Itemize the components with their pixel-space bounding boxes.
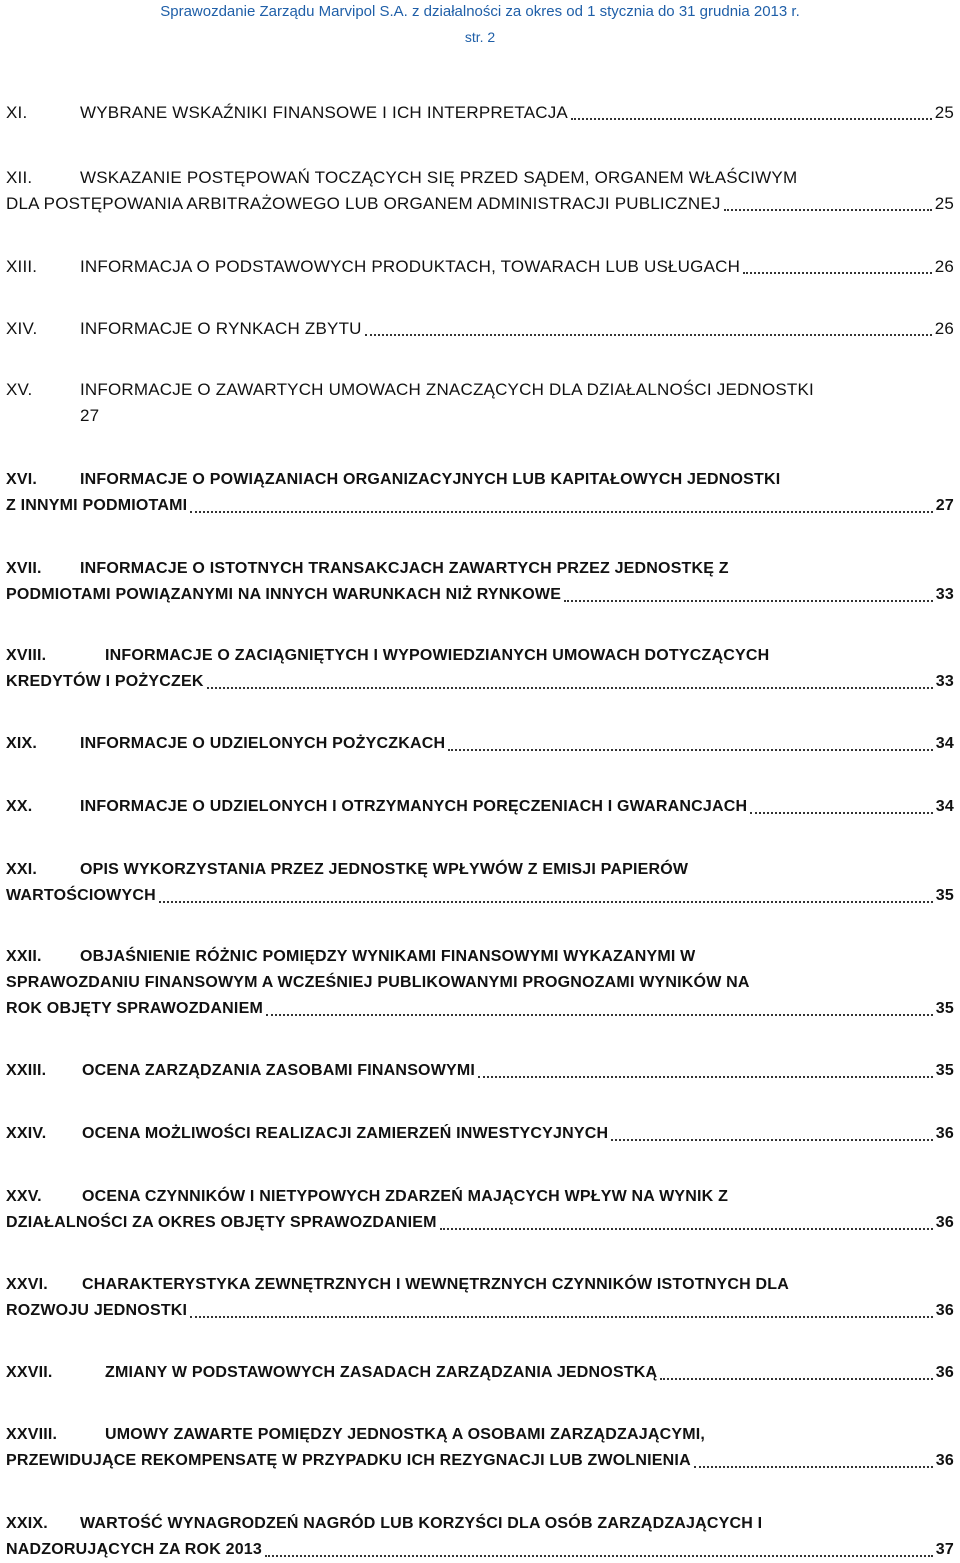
toc-entry-number: XXIII. [6,1062,47,1079]
toc-entry-title: SPRAWOZDANIU FINANSOWYM A WCZEŚNIEJ PUBLIKOWANYMI PROGNOZAMI WYNIKÓW NA [6,974,750,991]
toc-entry-number: XIV. [6,319,38,338]
toc-entry[interactable] [6,643,954,695]
toc-entry-title: WSKAZANIE POSTĘPOWAŃ TOCZĄCYCH SIĘ PRZED SĄDEM, ORGANEM WŁAŚCIWYM [80,168,798,187]
toc-entry-title: ZMIANY W PODSTAWOWYCH ZASADACH ZARZĄDZANIA JEDNOSTKĄ [105,1364,658,1381]
toc-entry-number: XXIX. [6,1515,48,1532]
toc-entry-page: 25 [934,194,954,213]
toc-entry[interactable] [6,731,954,757]
toc-entry-title: UMOWY ZAWARTE POMIĘDZY JEDNOSTKĄ A OSOBAMI ZARZĄDZAJĄCYMI, [105,1426,706,1443]
toc-entry-number: XV. [6,380,33,399]
dot-leader [448,749,933,751]
toc-entry-page: 35 [935,1000,954,1017]
toc-entry-number: XVII. [6,560,42,577]
toc-entry-number: XXI. [6,861,38,878]
toc-entry-title: ROZWOJU JEDNOSTKI [6,1302,188,1319]
toc-entry-title: OCENA CZYNNIKÓW I NIETYPOWYCH ZDARZEŃ MAJĄCYCH WPŁYW NA WYNIK Z [82,1188,729,1205]
dot-leader [440,1228,933,1230]
toc-entry-page: 36 [935,1364,954,1381]
toc-entry-page: 25 [934,103,954,122]
toc-entry-title: OCENA MOŻLIWOŚCI REALIZACJI ZAMIERZEŃ INWESTYCYJNYCH [82,1125,609,1142]
toc-entry[interactable] [6,1511,954,1563]
toc-entry-title: INFORMACJE O UDZIELONYCH POŻYCZKACH [80,735,446,752]
dot-leader [611,1139,933,1141]
toc-entry[interactable] [6,1058,954,1084]
toc-entry-page: 33 [935,586,954,603]
toc-entry[interactable] [6,1184,954,1236]
toc-entry-number: XII. [6,168,33,187]
toc-entry-title: DZIAŁALNOŚCI ZA OKRES OBJĘTY SPRAWOZDANIEM [6,1214,437,1231]
dot-leader [660,1378,932,1380]
toc-entry-title: Z INNYMI PODMIOTAMI [6,497,188,514]
toc-entry-page: 26 [934,257,954,276]
toc-entry-title: INFORMACJA O PODSTAWOWYCH PRODUKTACH, TOWARACH LUB USŁUGACH [80,257,741,276]
dot-leader [724,209,932,211]
dot-leader [159,901,933,903]
toc-entry[interactable] [6,165,954,217]
toc-entry-number: XX. [6,798,33,815]
toc-entry-title: KREDYTÓW I POŻYCZEK [6,673,204,690]
toc-entry-title: ROK OBJĘTY SPRAWOZDANIEM [6,1000,263,1017]
toc-entry-page: 36 [935,1302,954,1319]
dot-leader [478,1076,933,1078]
toc-entry-page: 26 [934,319,954,338]
dot-leader [571,118,932,120]
toc-entry-page: 35 [935,1062,954,1079]
toc-entry-number: XXII. [6,948,42,965]
dot-leader [694,1466,933,1468]
toc-entry-number: XXVII. [6,1364,53,1381]
page-number: str. 2 [464,29,496,45]
toc-entry[interactable] [6,556,954,608]
dot-leader [190,511,933,513]
dot-leader [564,600,933,602]
toc-entry-title: INFORMACJE O RYNKACH ZBYTU [80,319,362,338]
toc-entry-title: WARTOŚCIOWYCH [6,887,156,904]
toc-entry-page: 35 [935,887,954,904]
toc-entry[interactable] [6,857,954,909]
dot-leader [365,334,932,336]
toc-entry-title: INFORMACJE O ISTOTNYCH TRANSAKCJACH ZAWARTYCH PRZEZ JEDNOSTKĘ Z [80,560,729,577]
toc-entry-page: 36 [935,1452,954,1469]
toc-entry-title: INFORMACJE O UDZIELONYCH I OTRZYMANYCH PORĘCZENIACH I GWARANCJACH [80,798,748,815]
toc-entry[interactable] [6,1360,954,1386]
toc-entry[interactable] [6,254,954,280]
toc-entry-title: WARTOŚĆ WYNAGRODZEŃ NAGRÓD LUB KORZYŚCI DLA OSÓB ZARZĄDZAJĄCYCH I [80,1515,763,1532]
toc-entry-title: CHARAKTERYSTYKA ZEWNĘTRZNYCH I WEWNĘTRZNYCH CZYNNIKÓW ISTOTNYCH DLA [82,1276,790,1293]
dot-leader [190,1316,933,1318]
toc-entry-number: XXV. [6,1188,42,1205]
toc-entry[interactable] [6,316,954,342]
toc-entry[interactable] [6,794,954,820]
toc-entry-title: OCENA ZARZĄDZANIA ZASOBAMI FINANSOWYMI [82,1062,476,1079]
toc-entry-page: 34 [935,798,954,815]
toc-entry-page: 27 [80,406,100,425]
toc-entry[interactable] [6,1422,954,1474]
toc-entry[interactable] [6,1121,954,1147]
running-header: Sprawozdanie Zarządu Marvipol S.A. z działalności za okres od 1 stycznia do 31 grudnia 2013 r. [160,3,800,20]
toc-entry-title: NADZORUJĄCYCH ZA ROK 2013 [6,1541,262,1558]
toc-entry-number: XXIV. [6,1125,47,1142]
dot-leader [207,687,933,689]
toc-entry-page: 34 [935,735,954,752]
toc-entry-number: XIII. [6,257,38,276]
toc-entry-page: 36 [935,1214,954,1231]
toc-entry-title: OPIS WYKORZYSTANIA PRZEZ JEDNOSTKĘ WPŁYWÓW Z EMISJI PAPIERÓW [80,861,689,878]
dot-leader [266,1014,933,1016]
toc-entry-title: INFORMACJE O ZACIĄGNIĘTYCH I WYPOWIEDZIANYCH UMOWACH DOTYCZĄCYCH [105,647,770,664]
toc-entry-page: 37 [935,1541,954,1558]
toc-entry-page: 33 [935,673,954,690]
toc-entry-page: 36 [935,1125,954,1142]
toc-entry-number: XVI. [6,471,38,488]
toc-entry-number: XI. [6,103,28,122]
toc-entry-title: INFORMACJE O POWIĄZANIACH ORGANIZACYJNYCH LUB KAPITAŁOWYCH JEDNOSTKI [80,471,781,488]
toc-entry[interactable] [6,100,954,126]
toc-entry-number: XXVI. [6,1276,48,1293]
toc-entry-title: OBJAŚNIENIE RÓŻNIC POMIĘDZY WYNIKAMI FINANSOWYMI WYKAZANYMI W [80,948,696,965]
dot-leader [265,1555,933,1557]
toc-entry[interactable] [6,1272,954,1324]
toc-entry-title: INFORMACJE O ZAWARTYCH UMOWACH ZNACZĄCYCH DLA DZIAŁALNOŚCI JEDNOSTKI [80,380,814,399]
toc-entry-title: WYBRANE WSKAŹNIKI FINANSOWE I ICH INTERPRETACJA [80,103,568,122]
dot-leader [743,272,932,274]
dot-leader [750,812,933,814]
toc-entry-title: DLA POSTĘPOWANIA ARBITRAŻOWEGO LUB ORGANEM ADMINISTRACJI PUBLICZNEJ [6,194,721,213]
toc-entry-page: 27 [935,497,954,514]
toc-entry-number: XVIII. [6,647,47,664]
toc-entry-number: XXVIII. [6,1426,58,1443]
toc-entry[interactable] [6,944,954,1022]
toc-entry-title: PODMIOTAMI POWIĄZANYMI NA INNYCH WARUNKACH NIŻ RYNKOWE [6,586,562,603]
toc-entry-number: XIX. [6,735,38,752]
toc-entry[interactable] [6,377,954,429]
toc-entry-title: PRZEWIDUJĄCE REKOMPENSATĘ W PRZYPADKU ICH REZYGNACJI LUB ZWOLNIENIA [6,1452,691,1469]
toc-entry[interactable] [6,467,954,519]
